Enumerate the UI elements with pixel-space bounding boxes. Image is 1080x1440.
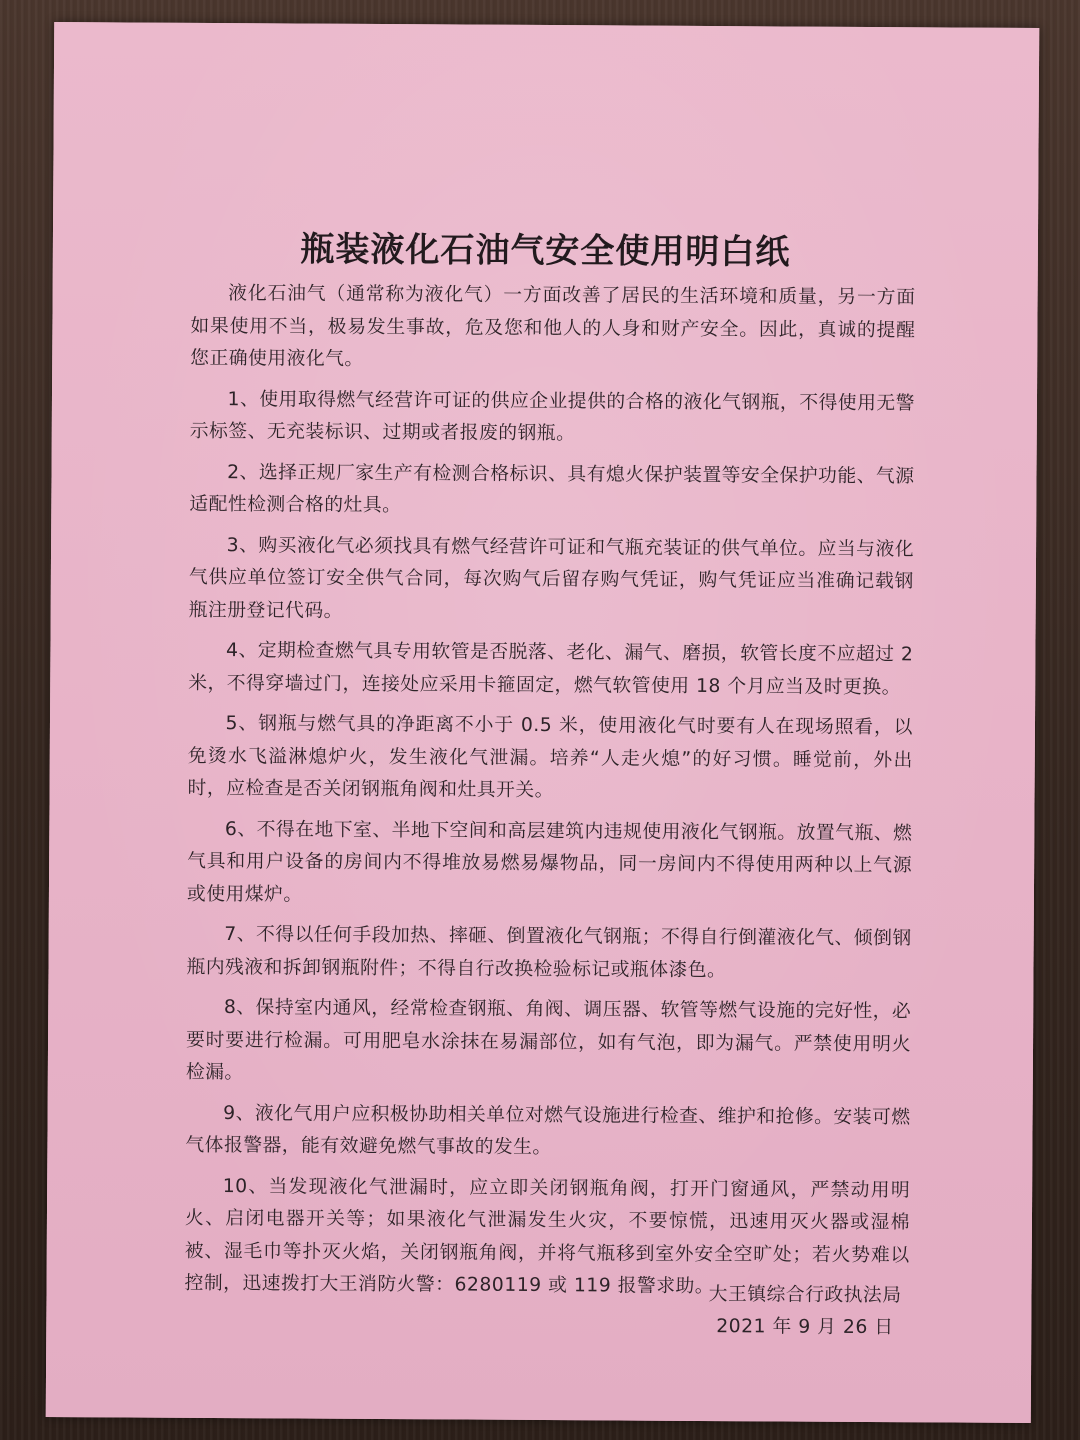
rule-item-2: 2、选择正规厂家生产有检测合格标识、具有熄火保护装置等安全保护功能、气源适配性检测合格的灶具。 <box>189 461 915 517</box>
rule-item-8: 8、保持室内通风，经常检查钢瓶、角阀、调压器、软管等燃气设施的完好性，必要时要进行检漏。可用肥皂水涂抹在易漏部位，如有气泡，即为漏气。严禁使用明火检漏。 <box>185 997 912 1084</box>
rule-item-4: 4、定期检查燃气具专用软管是否脱落、老化、漏气、磨损，软管长度不应超过 2 米，不得穿墙过门，连接处应采用卡箍固定，燃气软管使用 18 个月应当及时更换。 <box>188 640 914 698</box>
rule-item-3: 3、购买液化气必须找具有燃气经营许可证和气瓶充装证的供气单位。应当与液化气供应单位签订安全供气合同，每次购气后留存购气凭证，购气凭证应当准确记载钢瓶注册登记代码。 <box>188 534 915 622</box>
rule-item-6: 6、不得在地下室、半地下空间和高层建筑内违规使用液化气钢瓶。放置气瓶、燃气具和用户设备的房间内不得堆放易燃易爆物品，同一房间内不得使用两种以上气源或使用煤炉。 <box>186 818 913 906</box>
rule-item-5: 5、钢瓶与燃气具的净距离不小于 0.5 米，使用液化气时要有人在现场照看，以免烫水飞溢淋熄炉火，发生液化气泄漏。培养“人走火熄”的好习惯。睡觉前，外出时，应检查是否关闭钢瓶角阀和灶具开关。 <box>187 713 914 802</box>
rule-item-9: 9、液化气用户应积极协助相关单位对燃气设施进行检查、维护和抢修。安装可燃气体报警器，能有效避免燃气事故的发生。 <box>185 1102 911 1159</box>
rule-item-10: 10、当发现液化气泄漏时，应立即关闭钢瓶角阀，打开门窗通风，严禁动用明火、启闭电器开关等；如果液化气泄漏发生火灾，不要惊慌，迅速用灭火器或湿棉被、湿毛巾等扑灭火焰，关闭钢瓶角阀，并将气瓶移到室外安全空旷处；若火势难以控制，迅速拨打大王消防火警：6280119 或 119 报警求助。 <box>184 1175 911 1298</box>
issuing-organization: 大王镇综合行政执法局 <box>708 1284 902 1307</box>
intro-paragraph: 液化石油气（通常称为液化气）一方面改善了居民的生活环境和质量，另一方面如果使用不当，极易发生事故，危及您和他人的人身和财产安全。因此，真诚的提醒您正确使用液化气。 <box>190 283 916 370</box>
rule-item-1: 1、使用取得燃气经营许可证的供应企业提供的合格的液化气钢瓶，不得使用无警示标签、无充装标识、过期或者报废的钢瓶。 <box>189 388 916 445</box>
notice-paper <box>46 22 1040 1423</box>
issue-date: 2021 年 9 月 26 日 <box>716 1316 894 1339</box>
signature-block <box>708 1279 901 1344</box>
document-title: 瓶装液化石油气安全使用明白纸 <box>300 229 791 273</box>
document-body <box>184 278 915 1313</box>
rule-item-7: 7、不得以任何手段加热、摔砸、倒置液化气钢瓶；不得自行倒灌液化气、倾倒钢瓶内残液和拆卸钢瓶附件；不得自行改换检验标记或瓶体漆色。 <box>186 924 912 981</box>
